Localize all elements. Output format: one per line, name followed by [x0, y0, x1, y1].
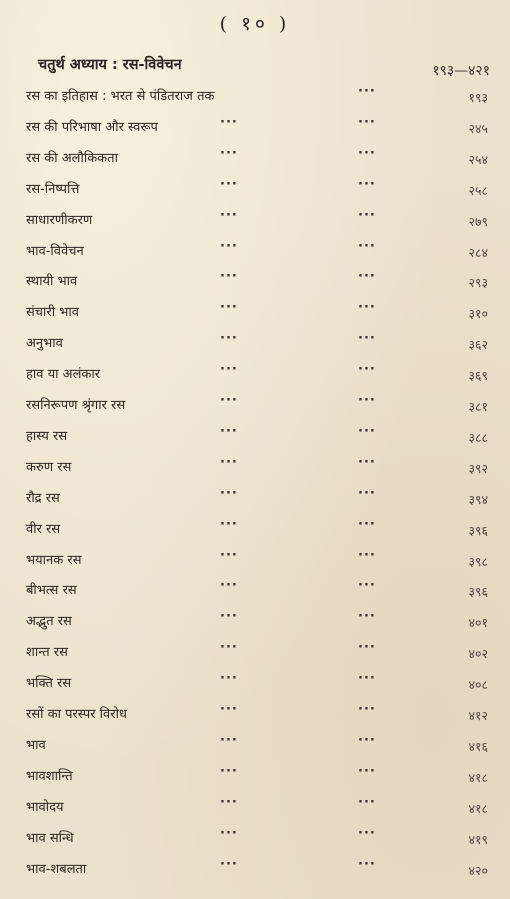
toc-entry — [0, 795, 510, 819]
toc-leader-dots: ··· — [358, 300, 376, 316]
toc-leader-dots: ··· — [358, 578, 376, 594]
toc-leader-dots: ··· — [358, 547, 376, 563]
toc-leader-dots: ··· — [358, 825, 376, 841]
toc-leader-dots: ··· — [358, 84, 376, 99]
toc-page-number: ३८८ — [468, 429, 488, 445]
toc-leader-dots: ··· — [220, 362, 238, 378]
toc-page-number: ३१० — [468, 306, 488, 322]
toc-entry — [0, 702, 510, 726]
toc-entry-title: रौद्र रस — [26, 490, 60, 506]
toc-entry — [0, 208, 510, 232]
toc-entry-title: भक्ति रस — [26, 676, 72, 692]
toc-leader-dots: ··· — [220, 423, 238, 439]
toc-page-number: ४१२ — [468, 708, 488, 723]
toc-entry-title: स्थायी भाव — [26, 274, 78, 290]
toc-leader-dots: ··· — [358, 207, 376, 223]
toc-leader-dots: ··· — [220, 516, 238, 532]
toc-leader-dots: ··· — [358, 763, 376, 779]
toc-entry — [0, 486, 510, 510]
toc-entry-title: बीभत्स रस — [26, 583, 77, 599]
toc-entry — [0, 177, 510, 201]
toc-entry — [0, 146, 510, 170]
toc-page-number: २७९ — [468, 213, 488, 229]
toc-entry-title: भाव सन्धि — [26, 830, 74, 846]
toc-page-number: ३९२ — [468, 460, 488, 476]
toc-entry-title: भयानक रस — [26, 552, 82, 568]
toc-leader-dots: ··· — [358, 269, 376, 285]
toc-leader-dots: ··· — [358, 114, 376, 130]
toc-entry-title: अद्भुत रस — [26, 614, 72, 630]
toc-page-number: २८४ — [468, 244, 488, 260]
toc-leader-dots: ··· — [220, 609, 238, 625]
toc-entry-title: रस-निष्पत्ति — [26, 181, 80, 197]
toc-entry-title: रस की परिभाषा और स्वरूप — [26, 119, 158, 135]
toc-entry — [0, 239, 510, 263]
toc-leader-dots: ··· — [358, 732, 376, 748]
toc-leader-dots: ··· — [220, 207, 238, 223]
toc-leader-dots: ··· — [220, 393, 238, 408]
toc-leader-dots: ··· — [358, 423, 376, 439]
toc-page-number: ४२० — [468, 862, 488, 878]
toc-entry-title: रस का इतिहास : भरत से पंडितराज तक — [26, 89, 215, 104]
toc-leader-dots: ··· — [358, 702, 376, 717]
toc-page-number: ३९८ — [468, 553, 488, 569]
toc-leader-dots: ··· — [358, 393, 376, 408]
toc-leader-dots: ··· — [220, 547, 238, 563]
toc-leader-dots: ··· — [358, 145, 376, 161]
toc-page-number: ३९६ — [468, 522, 488, 538]
toc-leader-dots: ··· — [358, 609, 376, 625]
toc-entry-title: अनुभाव — [26, 336, 63, 352]
toc-entry — [0, 84, 510, 108]
toc-entry-title: रसनिरूपण श्रृंगार रस — [26, 398, 126, 413]
toc-entry — [0, 857, 510, 881]
toc-leader-dots: ··· — [220, 114, 238, 130]
toc-page-number: ३६२ — [468, 337, 488, 353]
toc-entry — [0, 640, 510, 664]
toc-leader-dots: ··· — [220, 176, 238, 192]
toc-entry-title: भावशान्ति — [26, 768, 73, 784]
toc-entry — [0, 455, 510, 479]
toc-leader-dots: ··· — [220, 732, 238, 748]
page-folio: ( १० ) — [219, 13, 291, 35]
toc-entry — [0, 115, 510, 139]
toc-leader-dots: ··· — [220, 640, 238, 656]
toc-page-number: ३९६ — [468, 584, 488, 600]
toc-page-number: ३९४ — [468, 491, 488, 507]
toc-leader-dots: ··· — [220, 331, 238, 347]
toc-leader-dots: ··· — [358, 794, 376, 810]
toc-entry — [0, 393, 510, 417]
toc-page-number: ४१८ — [468, 769, 488, 785]
toc-entry-title: भाव-विवेचन — [26, 243, 84, 259]
toc-leader-dots: ··· — [358, 856, 376, 872]
toc-entry — [0, 424, 510, 448]
toc-leader-dots: ··· — [220, 578, 238, 594]
toc-leader-dots: ··· — [220, 454, 238, 470]
toc-entry-title: रसों का परस्पर विरोध — [26, 707, 127, 722]
toc-leader-dots: ··· — [220, 238, 238, 254]
toc-entry — [0, 826, 510, 850]
toc-page-number: २९३ — [468, 275, 488, 291]
toc-page-number: २५८ — [468, 182, 488, 198]
toc-entry-title: शान्त रस — [26, 645, 68, 661]
chapter-heading: चतुर्थ अध्याय : रस-विवेचन — [38, 57, 182, 73]
toc-page-number: ३६९ — [468, 368, 488, 384]
toc-leader-dots: ··· — [358, 640, 376, 656]
toc-leader-dots: ··· — [358, 362, 376, 378]
toc-entry — [0, 300, 510, 324]
toc-entry-title: भावोदय — [26, 799, 64, 815]
toc-leader-dots: ··· — [220, 702, 238, 717]
toc-page-number: ४०१ — [468, 615, 488, 631]
toc-page-number: ४०८ — [468, 677, 488, 693]
toc-entry — [0, 362, 510, 386]
toc-leader-dots: ··· — [220, 300, 238, 316]
toc-leader-dots: ··· — [220, 671, 238, 687]
toc-entry — [0, 733, 510, 757]
toc-entry — [0, 331, 510, 355]
toc-leader-dots: ··· — [358, 176, 376, 192]
toc-entry-title: हास्य रस — [26, 428, 68, 444]
toc-leader-dots: ··· — [220, 856, 238, 872]
toc-leader-dots: ··· — [358, 238, 376, 254]
toc-entry — [0, 609, 510, 633]
toc-entry — [0, 671, 510, 695]
toc-leader-dots: ··· — [358, 331, 376, 347]
toc-entry — [0, 578, 510, 602]
chapter-page-range: १९३—४२१ — [432, 63, 490, 79]
toc-leader-dots: ··· — [220, 145, 238, 161]
toc-leader-dots: ··· — [220, 485, 238, 501]
toc-page-number: ४१९ — [468, 831, 488, 847]
toc-leader-dots: ··· — [220, 825, 238, 841]
toc-entry-title: करुण रस — [26, 459, 72, 475]
toc-leader-dots: ··· — [358, 671, 376, 687]
toc-entry-title: रस की अलौकिकता — [26, 150, 118, 166]
toc-page-number: ३८१ — [468, 399, 488, 414]
toc-entry — [0, 548, 510, 572]
toc-page-number: १९३ — [468, 90, 488, 105]
toc-page-number: २४५ — [468, 120, 488, 136]
toc-entry-title: साधारणीकरण — [26, 212, 93, 228]
toc-page-number: ४१६ — [468, 738, 488, 754]
toc-leader-dots: ··· — [358, 485, 376, 501]
toc-leader-dots: ··· — [220, 269, 238, 285]
toc-leader-dots: ··· — [220, 794, 238, 810]
toc-entry — [0, 517, 510, 541]
toc-entry-title: वीर रस — [26, 521, 61, 537]
toc-entry — [0, 269, 510, 293]
toc-entry-title: संचारी भाव — [26, 305, 79, 321]
toc-entry — [0, 764, 510, 788]
toc-leader-dots: ··· — [358, 454, 376, 470]
toc-leader-dots: ··· — [358, 516, 376, 532]
toc-page-number: ४१८ — [468, 800, 488, 816]
toc-page-number: २५४ — [468, 151, 488, 167]
toc-page-number: ४०२ — [468, 646, 488, 662]
toc-entry-title: भाव — [26, 737, 46, 753]
toc-entry-title: हाव या अलंकार — [26, 367, 101, 383]
toc-leader-dots: ··· — [220, 763, 238, 779]
toc-entry-title: भाव-शबलता — [26, 861, 87, 877]
